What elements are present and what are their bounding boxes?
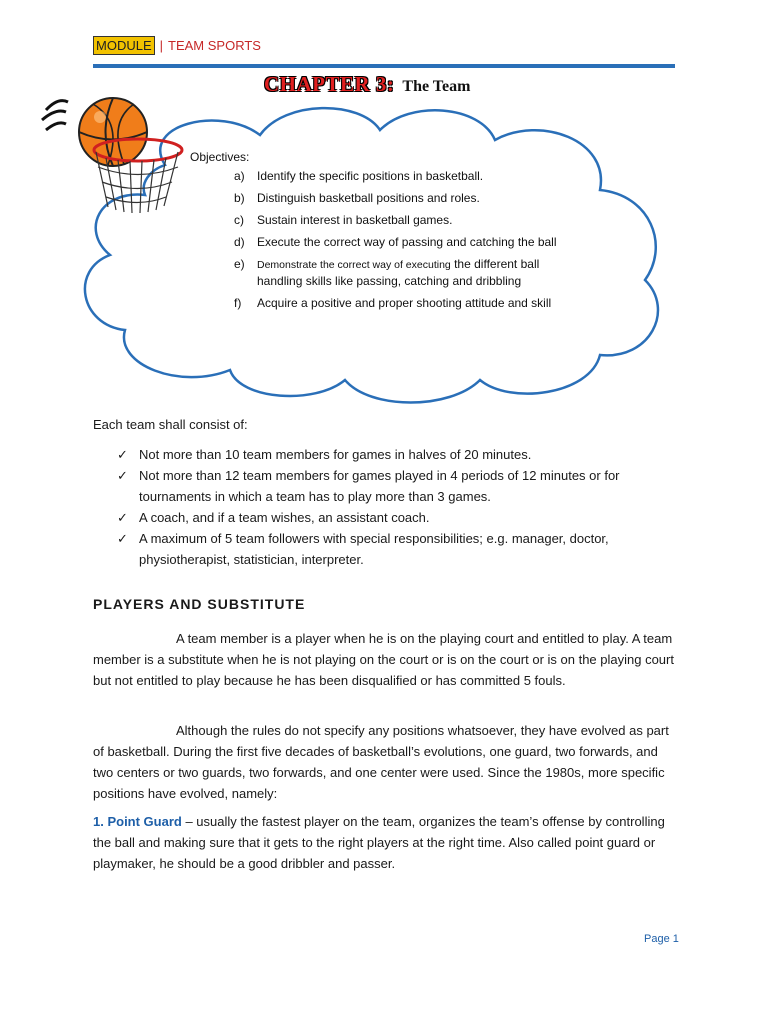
objective-letter: e) <box>234 257 245 271</box>
objective-letter: f) <box>234 296 242 310</box>
team-checklist <box>117 444 677 570</box>
list-item <box>190 212 562 228</box>
checkmark-icon: ✓ <box>117 468 128 483</box>
objective-text <box>257 256 562 289</box>
list-item <box>117 507 677 528</box>
objectives-list <box>190 168 562 311</box>
list-item <box>190 190 562 206</box>
list-item <box>190 256 562 289</box>
objective-letter: d) <box>234 235 245 249</box>
objective-text-small: Demonstrate the correct way of executing <box>257 259 451 271</box>
page-number: Page 1 <box>644 933 679 945</box>
team-intro: Each team shall consist of: <box>93 417 248 432</box>
checkmark-icon: ✓ <box>117 447 128 462</box>
list-item <box>117 465 677 507</box>
header-rule <box>93 64 675 68</box>
checkmark-icon: ✓ <box>117 510 128 525</box>
objective-text: Sustain interest in basketball games. <box>257 213 453 227</box>
objective-letter: c) <box>234 213 244 227</box>
header-separator: | <box>159 37 164 53</box>
chapter-heading <box>264 72 470 97</box>
objectives-heading: Objectives: <box>190 150 250 164</box>
point-guard-term: 1. Point Guard <box>93 814 182 829</box>
objective-text-rest: the different ball handling skills like passing, catching and dribbling <box>257 257 540 288</box>
objective-letter: b) <box>234 191 245 205</box>
list-item <box>117 444 677 465</box>
checklist-text: Not more than 12 team members for games played in 4 periods of 12 minutes or for tournaments in which a team has to play more than 3 games. <box>139 468 620 504</box>
header-title: TEAM SPORTS <box>168 37 261 53</box>
paragraph-player-definition: A team member is a player when he is on the playing court and entitled to play. A team member is a substitute when he is not playing on the court or is on the court or is on the playing court but not entitled to play because he has been disqualified or has committed 5 fouls. <box>93 631 674 688</box>
checklist-text: A coach, and if a team wishes, an assistant coach. <box>139 510 430 525</box>
chapter-number: CHAPTER 3: <box>264 72 395 96</box>
objectives-block <box>190 150 562 317</box>
list-item <box>190 168 562 184</box>
chapter-title: The Team <box>402 78 471 95</box>
point-guard-text: – usually the fastest player on the team, organizes the team’s offense by controlling the ball and making sure that it gets to the right players at the right time. Also called point guard or playmaker, he should be a good dribbler and passer. <box>93 814 665 871</box>
objective-text: Execute the correct way of passing and catching the ball <box>257 235 557 249</box>
checkmark-icon: ✓ <box>117 531 128 546</box>
list-item <box>190 234 562 250</box>
paragraph-point-guard <box>93 811 678 874</box>
module-badge: MODULE <box>93 36 155 55</box>
objective-text: Acquire a positive and proper shooting attitude and skill <box>257 296 552 310</box>
checklist-text: A maximum of 5 team followers with special responsibilities; e.g. manager, doctor, physiotherapist, statistician, interpreter. <box>139 531 609 567</box>
objective-letter: a) <box>234 169 245 183</box>
paragraph-positions-history: Although the rules do not specify any positions whatsoever, they have evolved as part of basketball. During the first five decades of basketball’s evolutions, one guard, two forwards, and two centers or two guards, two forwards, and one center were used. Since the 1980s, more specific positions have evolved, namely: <box>93 723 669 801</box>
objective-text: Distinguish basketball positions and roles. <box>257 191 480 205</box>
list-item <box>190 295 562 311</box>
list-item <box>117 528 677 570</box>
basketball-hoop-icon <box>38 92 188 217</box>
checklist-text: Not more than 10 team members for games in halves of 20 minutes. <box>139 447 532 462</box>
page-header <box>93 35 261 55</box>
section-title: PLAYERS AND SUBSTITUTE <box>93 596 306 612</box>
objective-text: Identify the specific positions in basketball. <box>257 169 484 183</box>
